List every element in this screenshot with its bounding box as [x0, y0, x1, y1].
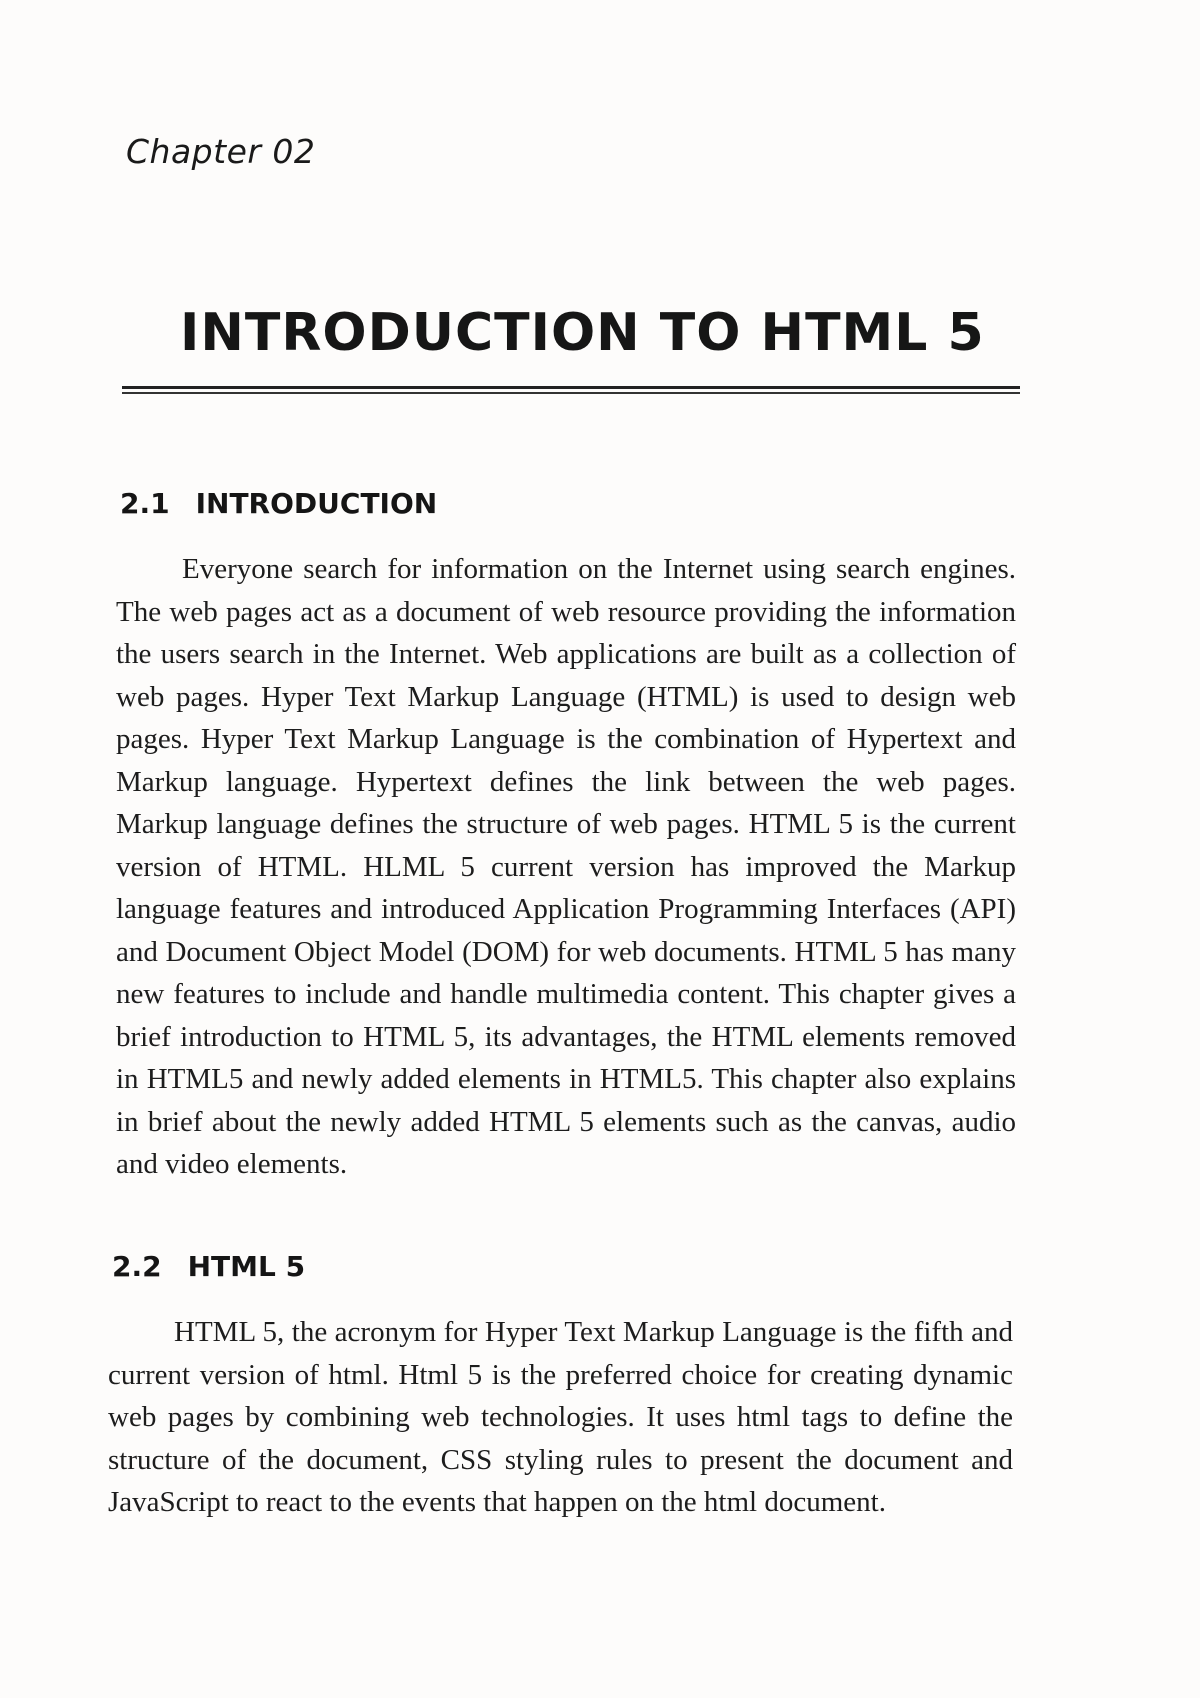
chapter-label: Chapter 02 [126, 132, 316, 171]
section-paragraph-introduction: Everyone search for information on the Internet using search engines. The web pages act as a document of web resource providing the information the users search in the Internet. Web applications are built as a collection of web pages. Hyper Text Markup Language (HTML) is used to design web pages. Hyper Text Markup Language is the combination of Hypertext and Markup language. Hypertext defines the link between the web pages. Markup language defines the structure of web pages. HTML 5 is the current version of HTML. HLML 5 current version has improved the Markup language features and introduced Application Programming Interfaces (API) and Document Object Model (DOM) for web documents. HTML 5 has many new features to include and handle multimedia content. This chapter gives a brief introduction to HTML 5, its advantages, the HTML elements removed in HTML5 and newly added elements in HTML5. This chapter also explains in brief about the newly added HTML 5 elements such as the canvas, audio and video elements. [116, 553, 1016, 1180]
title-divider [122, 386, 1020, 394]
section-paragraph-html5: HTML 5, the acronym for Hyper Text Markup Language is the fifth and current version of html. Html 5 is the preferred choice for creating dynamic web pages by combining web technologies. It uses html tags to define the structure of the document, CSS styling rules to present the document and JavaScript to react to the events that happen on the html document. [108, 1316, 1013, 1518]
section-title: HTML 5 [187, 1250, 306, 1283]
section-heading-html5 [112, 1250, 305, 1283]
section-heading-introduction [120, 487, 437, 520]
chapter-title: INTRODUCTION TO HTML 5 [180, 303, 985, 363]
section-number: 2.1 [120, 487, 170, 520]
section-number: 2.2 [112, 1250, 162, 1283]
section-title: INTRODUCTION [195, 487, 438, 520]
